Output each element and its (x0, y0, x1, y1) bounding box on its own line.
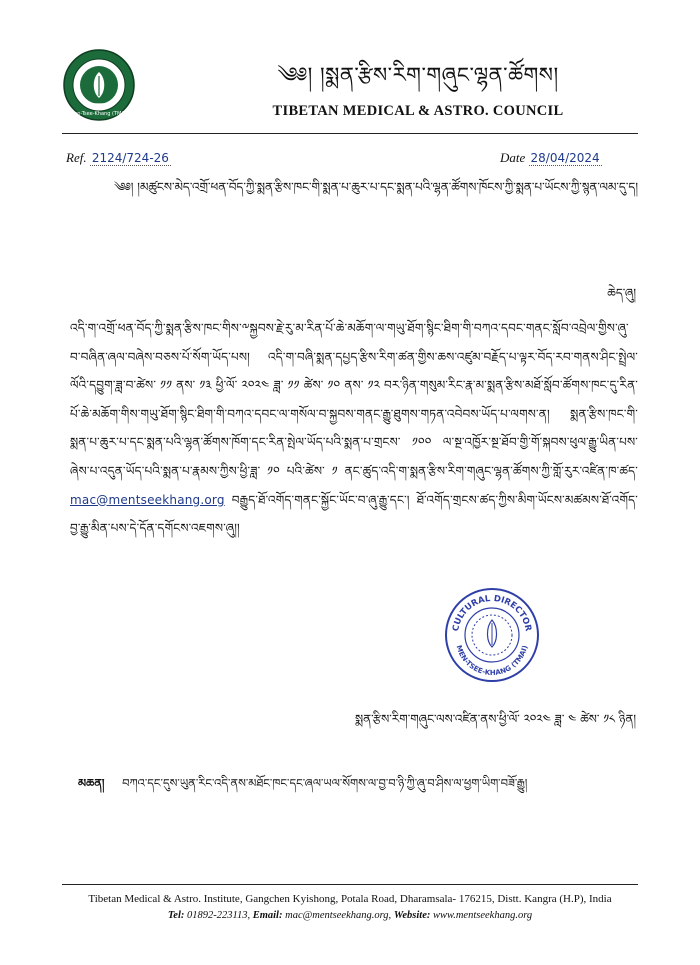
date-label: Date (500, 150, 526, 165)
council-logo (62, 48, 136, 122)
letter-body-main: འདི་ག་འགྲོ་ཕན་བོད་ཀྱི་སྨན་རྩིས་ཁང་གིས་༸སྐྱབས་རྗེ་རུ་མ་རིན་པོ་ཆེ་མཆོག་ལ་གཡུ་ཐོག་སྙིང་ཐིག་གི་བཀའ་དབང་གནང་སློབ་འབྲེལ་གྱིས་ཞུ་བ་བཞིན་ཞལ་བཞེས་བཅས་པོ་སོག་ཡོད་པས། འདི་ག་བཞི་སྨན་དཔྱད་རྩིས་རིག་ཚན་གྱིས་ཆས་འཛུམ་བརྗོད་པ་ལྟར་བོད་རབ་གནས་ཤིང་སྤྲེལ་ལོའི་དབྱུག་ཟླ་བ་ཚེས་ ༡༡ ནས་ ༡༣ ཕྱི་ལོ་ ༢༠༢༤ ཟླ་ ༡༡ ཚེས་ ༡༠ ནས་ ༡༢ བར་ཉིན་གསུམ་རིང་རྣ་མ་སྨན་རྩིས་མཐོ་སློབ་ཚོགས་ཁང་དུ་རིན་པོ་ཆེ་མཆོག་གིས་གཡུ་ཐོག་སྙིང་ཐིག་གི་བཀའ་དབང་ལ་གསོལ་བ་སྐྱབས་གནང་རྒྱུ་ཐུགས་གཏན་འབེབས་ཡོད་པ་ལགས་ན། སྨན་རྩིས་ཁང་གི་སྨན་པ་ཆུར་པ་དང་སྨན་པའི་ལྷན་ཚོགས་ཁོག་དང་རིན་སྤེལ་ཡོད་པའི་སྨན་པ་གྲངས་ ༡༠༠ ལ་སྔ་འཁྱོར་སྔ་ཐོབ་གྱི་གོ་སྐབས་ཕུལ་རྒྱུ་ཡིན་པས་ཞེས་པ་འདུན་ཡོད་པའི་སྨན་པ་རྣམས་ཀྱིས་ཕྱི་ཟླ་ ༡༠ པའི་ཚེས་ ༡ ནང་ཚུད་འདི་ག་སྨན་རྩིས་རིག་གཞུང་ལྷན་ཚོགས་ཀྱི་གློ་རུར་འཛིན་ཁ་ཚད་ (70, 321, 638, 478)
header-divider (62, 133, 638, 134)
footer-address: Tibetan Medical & Astro. Institute, Gangchen Kyishong, Potala Road, Dharamsala- 176215, Distt. Kangra (H.P), India (88, 893, 612, 905)
letter-salutation: ཆེད་ཞུ། (607, 286, 636, 300)
reference-line (66, 150, 171, 166)
email-label: Email: (252, 910, 283, 921)
cc-label: མཆན། (78, 776, 105, 790)
stamp-bottom-text: MEN-TSEE-KHANG (TMAI) (454, 644, 530, 678)
footer-contact (62, 910, 638, 921)
header-title-tibetan: ༄༅། །སྨན་རྩིས་རིག་གཞུང་ལྷན་ཚོགས། (277, 63, 559, 87)
cc-note (78, 770, 638, 803)
date-line (500, 150, 602, 166)
stamp-top-text: CULTURAL DIRECTOR (451, 593, 533, 633)
cc-text: བཀའ་དང་དུས་ཡུན་རིང་འདི་ནས་མཐོང་ཁང་དང་ཞལ་ཡལ་སོགས་ལ་བྱ་བ་ཉི་ཀྱི་ཞུ་བ་ཤིས་ལ་ཕྱག་ཡིག་བཟོ་རྒྱུ། (122, 776, 528, 790)
letter-body-tail: བརྒྱུད་ཐོ་འགོད་གནང་སྐྱོང་ཡོང་བ་ཞུ་རྒྱུ་དང་། ཐོ་འགོད་གྲངས་ཚད་ཀྱིས་མིག་ཡོངས་མཚམས་ཐོ་འགོད་བྱ་རྒྱུ་མིན་པས་དེ་དོན་དགོངས་འཇགས་ཞུ།། (70, 492, 638, 536)
footer-website[interactable]: www.mentseekhang.org (432, 910, 533, 921)
tel-number: 01892-223113, (187, 910, 251, 921)
letter-recipient: ༄༅། །མཚུངས་མེད་འགྲོ་ཕན་བོད་ཀྱི་སྨན་རྩིས་ཁང་གི་སྨན་པ་ཆུར་པ་དང་སྨན་པའི་ལྷན་ཚོགས་ཁོངས་ཀྱི་སྨན་པ་ཡོངས་ཀྱི་སྙན་ལམ་དུ་ད། (114, 180, 638, 194)
tel-label: Tel: (167, 910, 185, 921)
official-stamp (442, 585, 542, 685)
letter-body (70, 314, 638, 543)
website-label: Website: (393, 910, 431, 921)
ref-label: Ref. (66, 150, 87, 165)
ref-number: 2124/724-26 (91, 151, 169, 165)
footer-email[interactable]: mac@mentseekhang.org, (285, 910, 392, 921)
email-link[interactable]: mac@mentseekhang.org (70, 492, 225, 507)
date-value: 28/04/2024 (530, 151, 600, 165)
signature-date: སྨན་རྩིས་རིག་གཞུང་ལས་འཛིན་ནས་ཕྱི་ལོ་ ༢༠༢༤ ཟླ་ ༤ ཚེས་ ༡༨ ཉིན། (354, 712, 636, 726)
logo-caption: Men-Tsee-Khang (TMAI) (69, 111, 129, 117)
footer-divider (62, 884, 638, 885)
header-title-english: TIBETAN MEDICAL & ASTRO. COUNCIL (272, 103, 564, 119)
